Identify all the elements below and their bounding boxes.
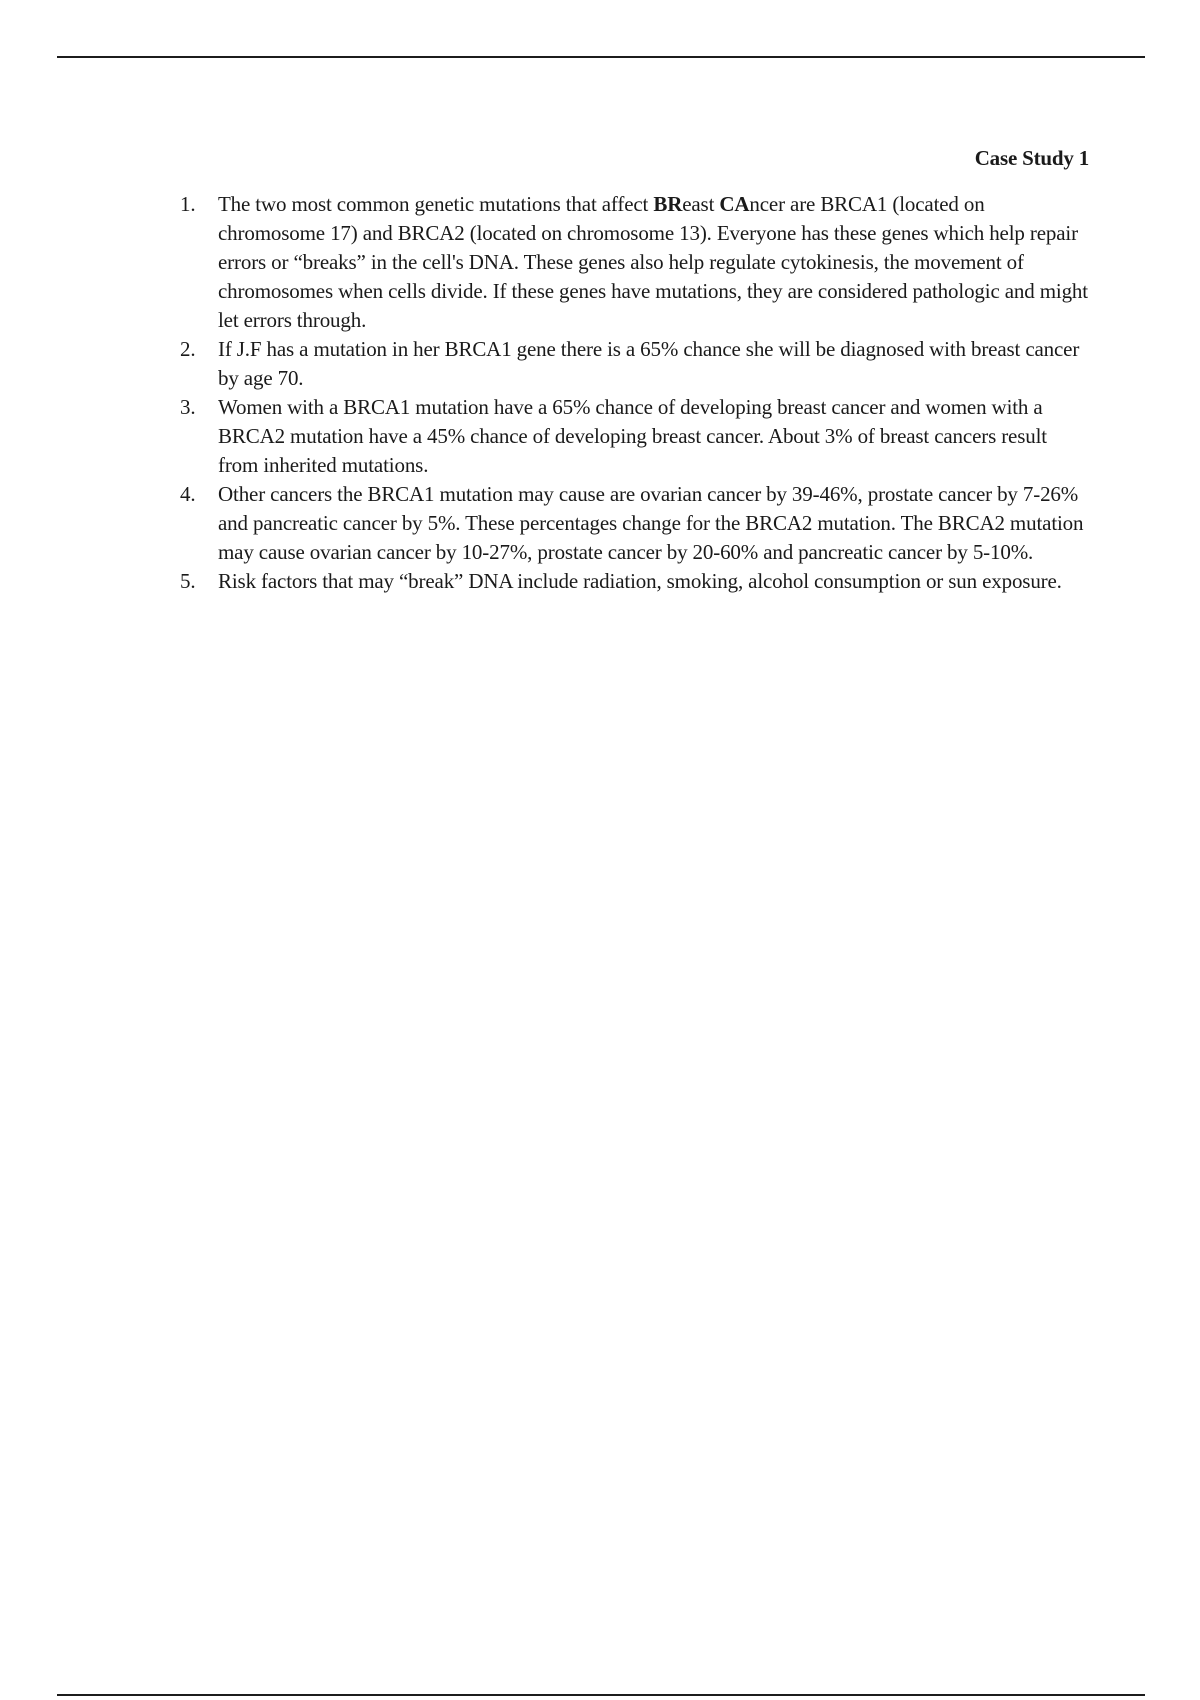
item-text: The two most common genetic mutations that affect BReast CAncer are BRCA1 (located on chromosome 17) and BRCA2 (located on chromosome 13). Everyone has these genes which help repair errors or “breaks” in the cell's DNA. These genes also help regulate cytokinesis, the movement of chromosomes when cells divide. If these genes have mutations, they are considered pathologic and might let errors through. — [218, 192, 1088, 332]
list-number: 5. — [180, 569, 196, 593]
list-item-5 — [162, 567, 1089, 596]
list-number: 2. — [180, 337, 196, 361]
top-rule — [57, 56, 1145, 58]
list-item-4 — [162, 480, 1089, 567]
item-text: Other cancers the BRCA1 mutation may cause are ovarian cancer by 39-46%, prostate cancer by 7-26% and pancreatic cancer by 5%. These percentages change for the BRCA2 mutation. The BRCA2 mutation may cause ovarian cancer by 10-27%, prostate cancer by 20-60% and pancreatic cancer by 5-10%. — [218, 482, 1084, 564]
bold-ca: CA — [719, 192, 750, 216]
item-text: Risk factors that may “break” DNA include radiation, smoking, alcohol consumption or sun exposure. — [218, 569, 1062, 593]
page-heading: Case Study 1 — [974, 146, 1089, 170]
list-number: 3. — [180, 395, 196, 419]
list-item-2 — [162, 335, 1089, 393]
case-study-list — [162, 190, 1089, 596]
bottom-rule — [57, 1694, 1145, 1696]
list-number: 1. — [180, 192, 196, 216]
list-item-3 — [162, 393, 1089, 480]
item-text: If J.F has a mutation in her BRCA1 gene there is a 65% chance she will be diagnosed with breast cancer by age 70. — [218, 337, 1080, 390]
list-item-1 — [162, 190, 1089, 335]
bold-br: BR — [653, 192, 683, 216]
item-text: Women with a BRCA1 mutation have a 65% chance of developing breast cancer and women with a BRCA2 mutation have a 45% chance of developing breast cancer. About 3% of breast cancers result from inherited mutations. — [218, 395, 1047, 477]
list-number: 4. — [180, 482, 196, 506]
